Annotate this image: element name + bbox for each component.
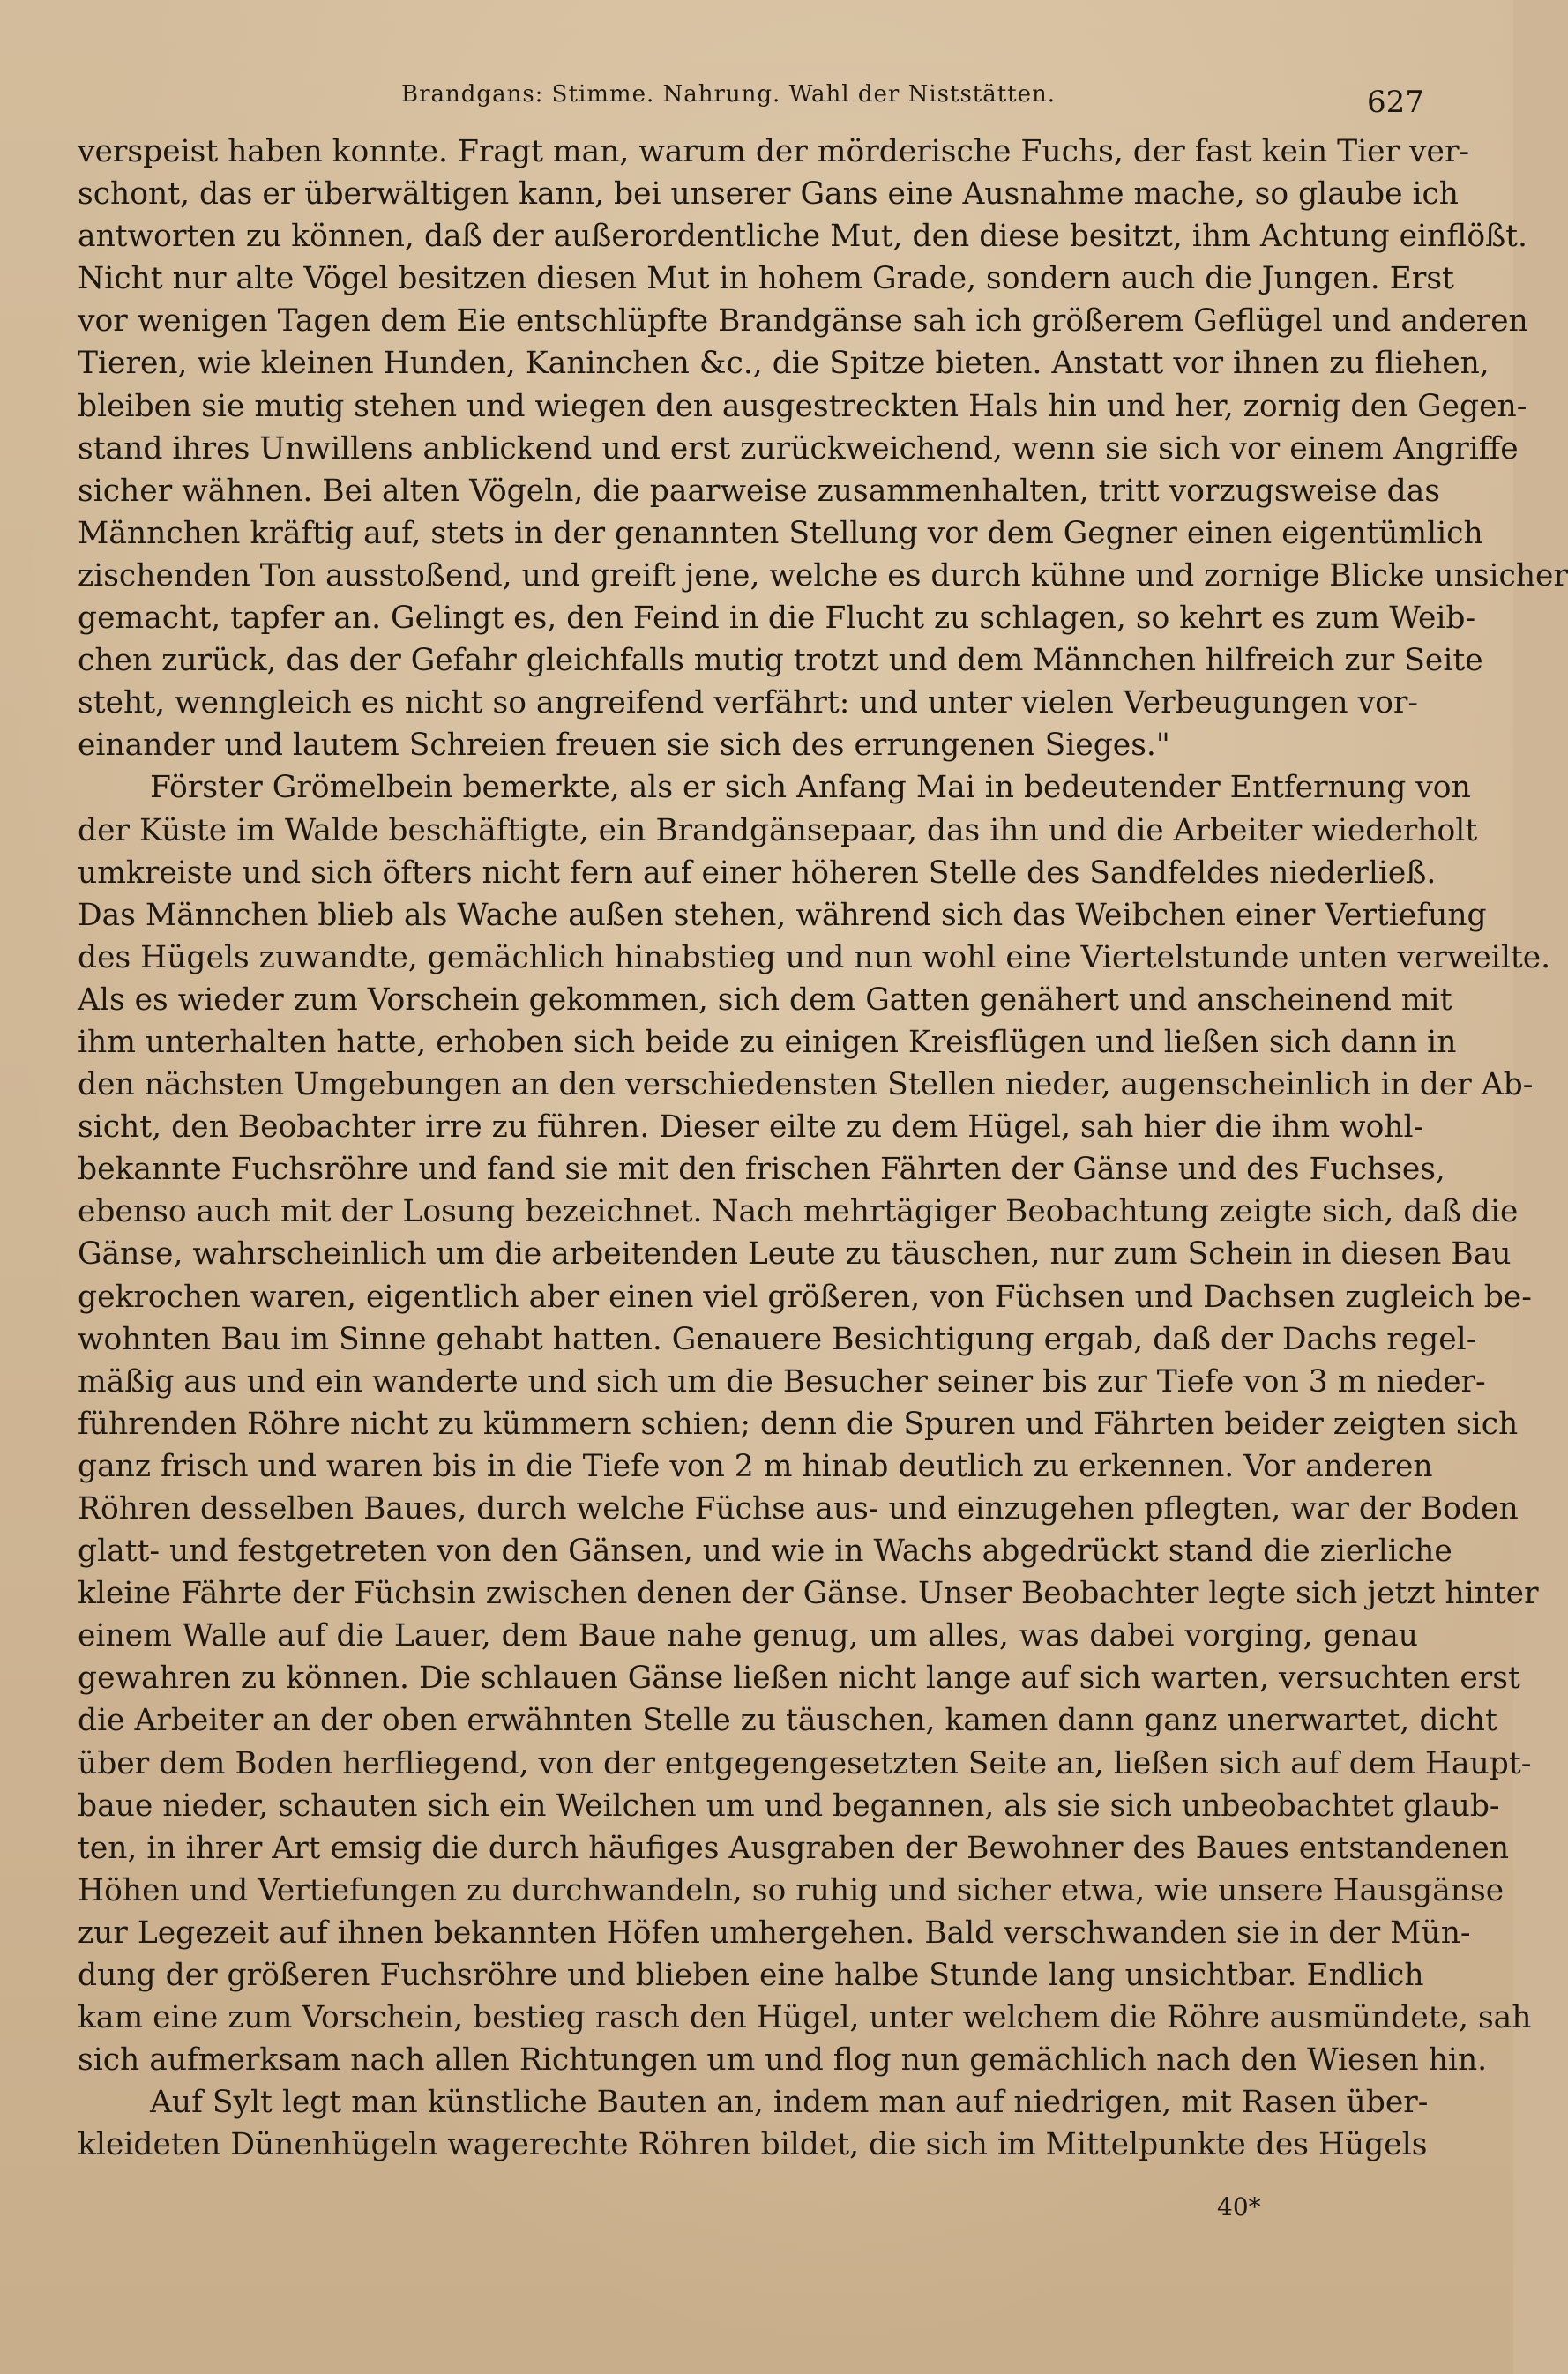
text-line: Gänse, wahrscheinlich um die arbeitenden Leute zu täuschen, nur zum Schein in diesen Bau	[78, 1236, 1512, 1273]
text-line: sicher wähnen. Bei alten Vögeln, die paarweise zusammenhalten, tritt vorzugsweise das	[78, 473, 1441, 509]
text-line: kleine Fährte der Füchsin zwischen denen der Gänse. Unser Beobachter legte sich jetzt hinter	[78, 1576, 1539, 1612]
text-line: umkreiste und sich öfters nicht fern auf einer höheren Stelle des Sandfeldes niederließ.	[78, 855, 1437, 891]
text-line: zischenden Ton ausstoßend, und greift jene, welche es durch kühne und zornige Blicke unsicher	[78, 557, 1568, 594]
text-line: sicht, den Beobachter irre zu führen. Dieser eilte zu dem Hügel, sah hier die ihm wohl-	[78, 1109, 1424, 1146]
text-line: über dem Boden herfliegend, von der entgegengesetzten Seite an, ließen sich auf dem Haupt-	[78, 1745, 1532, 1781]
text-line: Röhren desselben Baues, durch welche Füchse aus- und einzugehen pflegten, war der Boden	[78, 1491, 1519, 1527]
text-line: chen zurück, das der Gefahr gleichfalls mutig trotzt und dem Männchen hilfreich zur Seite	[78, 643, 1483, 679]
text-line: die Arbeiter an der oben erwähnten Stelle zu täuschen, kamen dann ganz unerwartet, dicht	[78, 1703, 1497, 1739]
text-line: dung der größeren Fuchsröhre und blieben eine halbe Stunde lang unsichtbar. Endlich	[78, 1958, 1424, 1994]
signature-mark: 40*	[1217, 2192, 1261, 2221]
text-line: kleideten Dünenhügeln wagerechte Röhren bildet, die sich im Mittelpunkte des Hügels	[78, 2127, 1428, 2163]
text-line: zur Legezeit auf ihnen bekannten Höfen umhergehen. Bald verschwanden sie in der Mün-	[78, 1915, 1471, 1951]
text-line: vor wenigen Tagen dem Eie entschlüpfte Brandgänse sah ich größerem Geflügel und anderen	[78, 303, 1528, 340]
running-head: Brandgans: Stimme. Nahrung. Wahl der Niststätten.	[401, 81, 1057, 108]
text-line: schont, das er überwältigen kann, bei unserer Gans eine Ausnahme mache, so glaube ich	[78, 176, 1460, 213]
text-line: führenden Röhre nicht zu kümmern schien; denn die Spuren und Fährten beider zeigten sich	[78, 1406, 1519, 1442]
text-line: verspeist haben konnte. Fragt man, warum der mörderische Fuchs, der fast kein Tier ver-	[78, 134, 1470, 169]
text-line: gekrochen waren, eigentlich aber einen viel größeren, von Füchsen und Dachsen zugleich be-	[78, 1279, 1532, 1315]
text-line: des Hügels zuwandte, gemächlich hinabstieg und nun wohl eine Viertelstunde unten verweilte.	[78, 939, 1551, 975]
text-line: bekannte Fuchsröhre und fand sie mit den frischen Fährten der Gänse und des Fuchses,	[78, 1152, 1445, 1188]
text-line: den nächsten Umgebungen an den verschiedensten Stellen nieder, augenscheinlich in der Ab-	[78, 1067, 1534, 1103]
body-text	[78, 131, 1568, 2167]
text-line: ten, in ihrer Art emsig die durch häufiges Ausgraben der Bewohner des Baues entstandenen	[78, 1830, 1510, 1866]
text-line: Auf Sylt legt man künstliche Bauten an, indem man auf niedrigen, mit Rasen über-	[150, 2085, 1429, 2121]
text-line: sich aufmerksam nach allen Richtungen um und flog nun gemächlich nach den Wiesen hin.	[78, 2042, 1488, 2079]
text-line: mäßig aus und ein wanderte und sich um die Besucher seiner bis zur Tiefe von 3 m nieder-	[78, 1363, 1486, 1400]
text-line: Das Männchen blieb als Wache außen stehen, während sich das Weibchen einer Vertiefung	[78, 897, 1487, 933]
text-line: einander und lautem Schreien freuen sie sich des errungenen Sieges."	[78, 728, 1170, 764]
text-line: glatt- und festgetreten von den Gänsen, und wie in Wachs abgedrückt stand die zierliche	[78, 1534, 1452, 1570]
text-line: baue nieder, schauten sich ein Weilchen um und begannen, als sie sich unbeobachtet glaub-	[78, 1788, 1500, 1824]
text-line: bleiben sie mutig stehen und wiegen den ausgestreckten Hals hin und her, zornig den Gegen-	[78, 388, 1527, 424]
text-line: stand ihres Unwillens anblickend und erst zurückweichend, wenn sie sich vor einem Angriffe	[78, 430, 1519, 467]
text-line: der Küste im Walde beschäftigte, ein Brandgänsepaar, das ihn und die Arbeiter wiederholt	[78, 812, 1478, 848]
text-line: Nicht nur alte Vögel besitzen diesen Mut in hohem Grade, sondern auch die Jungen. Erst	[78, 261, 1454, 297]
page-header	[0, 81, 1513, 120]
text-line: Förster Grömelbein bemerkte, als er sich Anfang Mai in bedeutender Entfernung von	[150, 770, 1471, 806]
text-line: wohnten Bau im Sinne gehabt hatten. Genauere Besichtigung ergab, daß der Dachs regel-	[78, 1321, 1477, 1357]
text-line: gewahren zu können. Die schlauen Gänse ließen nicht lange auf sich warten, versuchten erst	[78, 1661, 1520, 1697]
text-line: ebenso auch mit der Losung bezeichnet. Nach mehrtägiger Beobachtung zeigte sich, daß die	[78, 1194, 1519, 1230]
text-line: antworten zu können, daß der außerordentliche Mut, den diese besitzt, ihm Achtung einflößt.	[78, 219, 1527, 255]
text-line: ihm unterhalten hatte, erhoben sich beide zu einigen Kreisflügen und ließen sich dann in	[78, 1024, 1457, 1060]
text-line: kam eine zum Vorschein, bestieg rasch den Hügel, unter welchem die Röhre ausmündete, sah	[78, 2000, 1532, 2036]
text-line: Als es wieder zum Vorschein gekommen, sich dem Gatten genähert und anscheinend mit	[78, 982, 1452, 1018]
text-line: steht, wenngleich es nicht so angreifend verfährt: und unter vielen Verbeugungen vor-	[78, 685, 1418, 721]
text-line: einem Walle auf die Lauer, dem Baue nahe genug, um alles, was dabei vorging, genau	[78, 1618, 1418, 1654]
text-line: gemacht, tapfer an. Gelingt es, den Feind in die Flucht zu schlagen, so kehrt es zum Weib-	[78, 601, 1476, 637]
text-line: ganz frisch und waren bis in die Tiefe von 2 m hinab deutlich zu erkennen. Vor anderen	[78, 1448, 1433, 1484]
text-line: Höhen und Vertiefungen zu durchwandeln, so ruhig und sicher etwa, wie unsere Hausgänse	[78, 1872, 1505, 1908]
text-line: Tieren, wie kleinen Hunden, Kaninchen &c., die Spitze bieten. Anstatt vor ihnen zu fliehen,	[78, 346, 1490, 382]
text-line: Männchen kräftig auf, stets in der genannten Stellung vor dem Gegner einen eigentümlich	[78, 515, 1483, 551]
page-number: 627	[1367, 85, 1424, 120]
